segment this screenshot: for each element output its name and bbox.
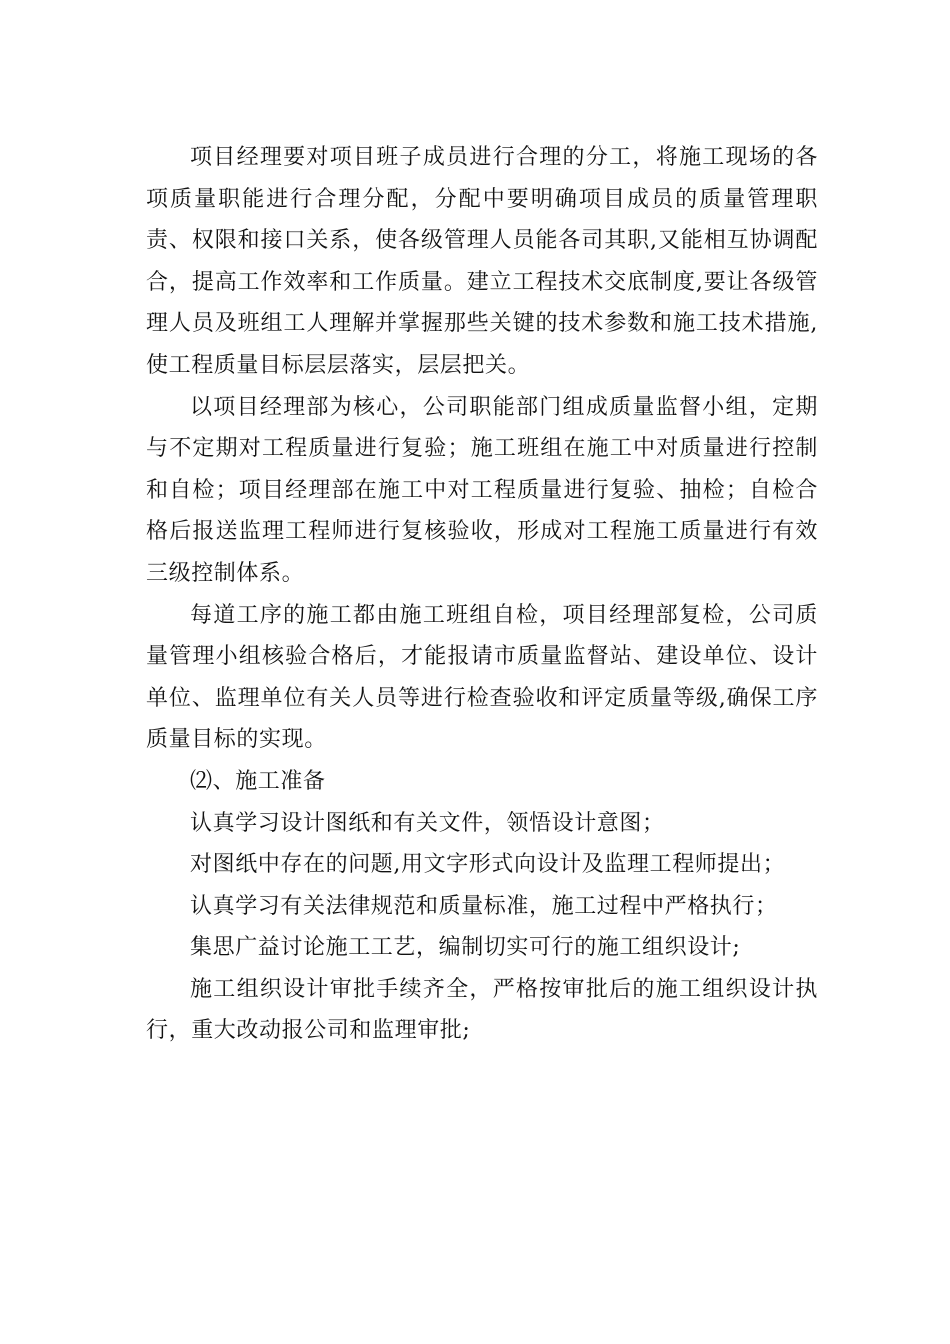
paragraph-construction-design: 集思广益讨论施工工艺，编制切实可行的施工组织设计; (190, 935, 741, 961)
paragraph-approval-procedure: 施工组织设计审批手续齐全，严格按审批后的施工组织设计执行，重大改动报公司和监理审批; (146, 976, 818, 1044)
paragraph-study-standards: 认真学习有关法律规范和质量标准，施工过程中严格执行； (190, 893, 778, 919)
paragraph-drawing-issues: 对图纸中存在的问题,用文字形式向设计及监理工程师提出； (190, 852, 786, 878)
document-body (146, 137, 818, 1052)
paragraph-process-inspection: 每道工序的施工都由施工班组自检，项目经理部复检，公司质量管理小组核验合格后，才能报请市质量监督站、建设单位、设计单位、监理单位有关人员等进行检查验收和评定质量等级,确保工序质量目标的实现。 (146, 602, 818, 753)
paragraph-study-drawings: 认真学习设计图纸和有关文件，领悟设计意图； (190, 810, 665, 836)
paragraph-quality-division: 项目经理要对项目班子成员进行合理的分工，将施工现场的各项质量职能进行合理分配，分配中要明确项目成员的质量管理职责、权限和接口关系，使各级管理人员能各司其职,又能相互协调配合，提高工作效率和工作质量。建立工程技术交底制度,要让各级管理人员及班组工人理解并掌握那些关键的技术参数和施工技术措施,使工程质量目标层层落实，层层把关。 (146, 145, 818, 378)
paragraph-quality-supervision: 以项目经理部为核心，公司职能部门组成质量监督小组，定期与不定期对工程质量进行复验；施工班组在施工中对质量进行控制和自检；项目经理部在施工中对工程质量进行复验、抽检；自检合格后报送监理工程师进行复核验收，形成对工程施工质量进行有效三级控制体系。 (146, 394, 818, 586)
section-heading-construction-preparation: ⑵、施工准备 (190, 768, 326, 794)
